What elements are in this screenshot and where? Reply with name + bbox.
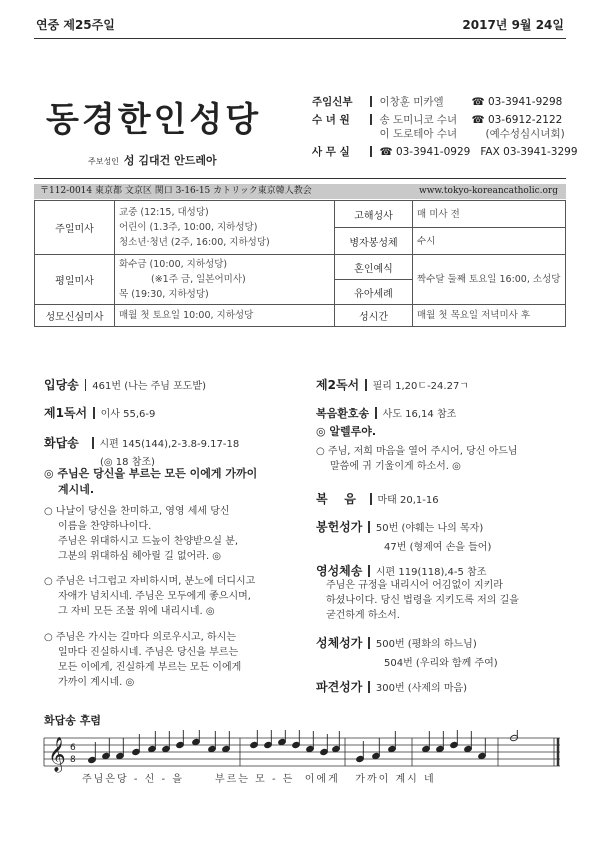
parish-title: 동경한인성당: [46, 100, 262, 140]
second-reading: [316, 374, 469, 393]
psalm-label: 화답송: [44, 436, 79, 450]
gospel-value: 마태 20,1-16: [377, 495, 439, 506]
phone-icon: ☎: [379, 146, 393, 158]
confession-value: 매 미사 전: [413, 201, 566, 228]
weekday-mass-label: 평일미사: [35, 255, 115, 305]
holy-hour-label: 성시간: [335, 305, 413, 327]
communion-value-1: 500번 (평화의 하느님): [375, 639, 477, 650]
psalm-value: 시편 145(144),2-3.8-9.17-18: [99, 439, 240, 450]
alleluia-verse: ○ 주님, 저희 마음을 열어 주시어, 당신 아드님 말씀에 귀 기울이게 하소서. ◎: [316, 446, 518, 472]
address-text: 〒112-0014 東京都 文京区 関口 3-16-15 カトリック東京韓人教会: [40, 186, 312, 196]
gospel-acclamation: [316, 402, 456, 421]
wedding-label: 혼인예식: [335, 255, 413, 280]
contact-office: [312, 144, 578, 159]
entrance-value: 461번 (나는 주님 포도밭): [92, 381, 206, 392]
patron-name: 성 김대건 안드레아: [123, 154, 217, 167]
recessional-hymn: [316, 676, 467, 695]
date-label: 2017년 9월 24일: [462, 18, 564, 32]
alleluia: ◎ 알렐루야.: [316, 425, 377, 438]
psalm-verse-3: ○ 주님은 가시는 길마다 의로우시고, 하시는 일마다 진실하시네. 주님은 당신을 부르는 모든 이에게, 진실하게 부르는 모든 이에게 가까이 계시네. ◎: [44, 632, 242, 688]
fax-label: FAX: [480, 146, 500, 158]
contact-phone[interactable]: 03-3941-9298: [487, 96, 563, 108]
sunday-mass-times: 교중 (12:15, 대성당) 어린이 (1.3주, 10:00, 지하성당) 청소년·청년 (2주, 16:00, 지하성당): [115, 201, 335, 255]
antiphon-value: 시편 119(118),4-5 참조: [375, 567, 487, 578]
mary-mass-value: 매월 첫 토요일 10:00, 지하성당: [115, 305, 335, 327]
communion-label: 성체성가: [316, 636, 363, 650]
header-divider: [34, 38, 566, 39]
separator: [370, 96, 372, 107]
psalm: [44, 432, 239, 468]
communion-hymn: [316, 632, 498, 669]
order-name: (예수성심시녀회): [485, 128, 565, 140]
mary-mass-label: 성모신심미사: [35, 305, 115, 327]
patron-prefix: 주보성인: [88, 157, 119, 166]
patron-saint: [88, 152, 217, 168]
reading2-value: 필리 1,20ㄷ-24.27ㄱ: [372, 381, 469, 392]
psalm-verse-1: ○ 나날이 당신을 찬미하고, 영영 세세 당신 이름을 찬양하나이다. 주님은 위대하시고 드높이 찬양받으실 분, 그분의 위대하심 헤아릴 길 없어라. ◎: [44, 506, 239, 562]
separator: [370, 146, 372, 157]
acclamation-value: 사도 16,14 참조: [382, 409, 457, 420]
offertory-label: 봉헌성가: [316, 520, 363, 534]
communion-antiphon-text: 주님은 규정을 내리시어 어김없이 지키라 하셨나이다. 당신 법령을 지키도록 저의 길을 굳건하게 하소서.: [326, 580, 519, 621]
website-link[interactable]: www.tokyo-koreancatholic.org: [419, 186, 558, 196]
gospel: [316, 488, 439, 507]
first-reading: [44, 402, 155, 421]
sick-communion-value: 수시: [413, 228, 566, 255]
contact-label: 수 녀 원: [312, 114, 350, 126]
time-signature-lower: 8: [70, 755, 76, 765]
contact-label: 주임신부: [312, 96, 353, 108]
contact-phone[interactable]: 03-3941-0929: [395, 146, 471, 158]
offertory-value-2: 47번 (형제여 손을 들어): [384, 542, 492, 553]
music-title: 화답송 후렴: [44, 714, 101, 727]
confession-label: 고해성사: [335, 201, 413, 228]
music-lyrics: 주님은당 - 신 - 을 부르는 모 - 든 이에게 가까이 계시 네: [82, 774, 436, 785]
contact-label: 사 무 실: [312, 146, 350, 158]
contact-name: 송 도미니코 수녀: [379, 114, 458, 126]
contact-name: 이 도로테아 수녀: [379, 128, 458, 140]
contact-pastor: [312, 94, 562, 109]
contact-convent: [312, 112, 562, 127]
communion-antiphon: [316, 560, 486, 579]
infant-baptism-label: 유아세례: [335, 280, 413, 305]
psalm-response: ◎ 주님은 당신을 부르는 모든 이에게 가까이 계시네.: [44, 467, 258, 496]
contact-convent-2: [312, 126, 565, 141]
gospel-label: 복 음: [316, 492, 356, 506]
entrance-label: 입당송: [44, 378, 79, 392]
communion-value-2: 504번 (우리와 함께 주여): [384, 658, 498, 669]
wedding-baptism-value: 짝수달 둘째 토요일 16:00, 소성당: [413, 255, 566, 305]
offertory-hymn: [316, 516, 491, 553]
reading2-label: 제2독서: [316, 378, 360, 392]
holy-hour-value: 매월 첫 목요일 저녁미사 후: [413, 305, 566, 327]
separator: [370, 114, 372, 125]
psalm-verse-2: ○ 주님은 너그럽고 자비하시며, 분노에 더디시고 자애가 넘치시네. 주님은 모두에게 좋으시며, 그 자비 모든 조물 위에 내리시네. ◎: [44, 576, 256, 617]
reading1-label: 제1독서: [44, 406, 88, 420]
contact-phone[interactable]: 03-6912-2122: [487, 114, 563, 126]
address-top-divider: [34, 178, 566, 179]
time-signature: 6: [70, 743, 76, 753]
contact-name: 이창훈 미카엘: [379, 96, 444, 108]
phone-icon: ☎: [471, 114, 485, 126]
offertory-value-1: 50번 (야훼는 나의 목자): [375, 523, 484, 534]
music-staff: [40, 730, 564, 774]
entrance-hymn: [44, 374, 206, 393]
acclamation-label: 복음환호송: [316, 407, 370, 420]
antiphon-label: 영성체송: [316, 564, 363, 578]
schedule-table: [34, 200, 566, 327]
sick-communion-label: 병자봉성체: [335, 228, 413, 255]
treble-clef-icon: 𝄞: [48, 737, 66, 772]
sunday-mass-label: 주일미사: [35, 201, 115, 255]
weekday-mass-times: 화수금 (10:00, 지하성당) (※1주 금, 일본어미사) 목 (19:30, 지하성당): [115, 255, 335, 305]
phone-icon: ☎: [471, 96, 485, 108]
recessional-label: 파견성가: [316, 680, 363, 694]
week-label: 연중 제25주일: [36, 18, 115, 32]
psalm-ref: (◎ 18 참조): [100, 457, 155, 468]
fax-number: 03-3941-3299: [503, 146, 578, 158]
reading1-value: 이사 55,6-9: [100, 409, 156, 420]
recessional-value: 300번 (사제의 마음): [375, 683, 468, 694]
address-bar: [34, 184, 566, 199]
